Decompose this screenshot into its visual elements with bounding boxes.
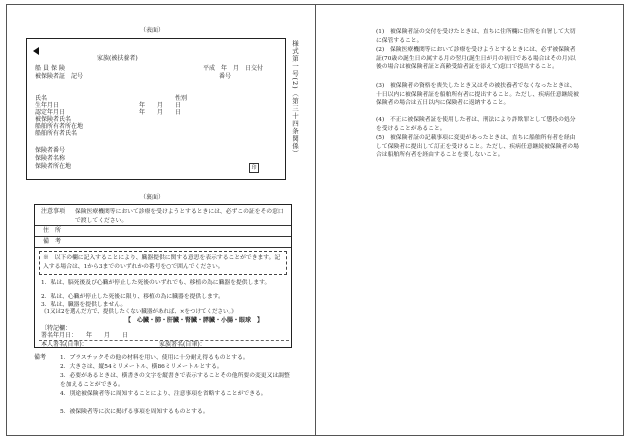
signature-label: 本人署名(自筆)： — [41, 341, 88, 348]
organ-option-3[interactable]: 3．私は、臓器を提供しません。 — [41, 302, 127, 308]
right-item-4: (4) 不正に被保険者証を使用した者は、刑法により詐欺罪として懲役の処分を受けることがあること。 — [376, 117, 576, 132]
right-item-3: (3) 被保険者の資格を喪失したとき又はその被扶養者でなくなったときは、十日以内に被保険者証を船舶所有者に提出すること。ただし、疾病任意継続被保険者の場合は五日以内に保険者に返納すること。 — [376, 83, 579, 107]
note-2: 2．大きさは、縦54ミリメートル、横86ミリメートルとする。 — [60, 364, 223, 370]
remarks-label: 備 考 — [43, 238, 62, 245]
divider — [35, 225, 291, 226]
special-note-label: 〔特記欄： — [41, 325, 72, 332]
front-section-label: （表面） — [140, 27, 165, 34]
divider — [35, 247, 291, 248]
field-name: 氏名 — [35, 95, 48, 102]
issue-date-label: 平成 年 月 日交付 — [203, 65, 264, 72]
front-card — [26, 38, 286, 180]
right-item-2: (2) 保険医療機関等において診療を受けようとするときには、必ず被保険者証(70歳の誕生日の属する月の翌月(誕生日が月の初日である場合はその月)以後の場合は被保険者証と高齢受給者証を添えて)窓口で提出すること。 — [376, 47, 576, 71]
field-birthdate: 生年月日 — [35, 102, 60, 109]
signature-date-label: 署名年月日： 年 月 日 — [41, 332, 129, 339]
organ-exclusion-note: 《1又は2を選んだ方で、提供したくない臓器があれば、×をつけてください。》 — [41, 309, 237, 315]
insurer-address: 保険者所在地 — [35, 163, 72, 170]
divider — [35, 236, 291, 237]
insurance-label: 船員保険 — [35, 65, 68, 72]
notice-label: 注意事項 — [41, 208, 66, 215]
triangle-marker-icon — [33, 47, 39, 55]
field-insured-name: 被保険者氏名 — [35, 116, 72, 123]
number-label: 番号 — [219, 73, 232, 80]
note-5: 5．被保険者等に次に掲げる事項を周知するものとする。 — [60, 409, 209, 415]
organ-option-2[interactable]: 2．私は、心臓が停止した死後に限り、移植の為に臓器を提供します。 — [41, 294, 224, 300]
back-section-label: （裏面） — [140, 194, 165, 201]
card-title: 家族(被扶養者) — [97, 55, 138, 62]
back-card — [34, 204, 292, 348]
note-4: 4．別途被保険者等に周知することにより、注意事項を省略することができる。 — [60, 391, 267, 397]
organ-notice-text: ※ 以下の欄に記入することにより、臓器提供に関する意思を表示することができます。記入する場合は、1から3までのいずれかの番号を○で囲んでください。 — [43, 255, 281, 270]
field-shipowner-address: 船舶所有者所在地 — [35, 123, 84, 130]
notice-text: 保険医療機関等において診療を受けようとするときには、必ずこの証をその窓口で渡してください。 — [75, 209, 284, 224]
page-divider — [315, 4, 316, 436]
recognition-ymd: 年 月 日 — [139, 109, 182, 116]
insurer-number: 保険者番号 — [35, 147, 66, 154]
note-3: 3．必要があるときは、横書きの文字を縦書きで表示することその他所要の変更又は調整を加えることができる。 — [60, 373, 290, 388]
note-1: 1．プラスチックその他の材料を用い、使用に十分耐え得るものとする。 — [60, 355, 249, 361]
birthdate-ymd: 年 月 日 — [139, 102, 182, 109]
sex-label: 性別 — [175, 95, 188, 102]
form-side-label: 様式第一号(2)（第三十四条関係） — [291, 40, 299, 158]
right-item-1: (1) 被保険者証の交付を受けたときは、直ちに住所欄に住所を自署して大切に保管すること。 — [376, 29, 576, 44]
family-signature-label: 家族署名(自筆)： — [159, 341, 206, 348]
address-label: 住 所 — [43, 227, 62, 234]
insurer-name: 保険者名称 — [35, 155, 66, 162]
field-shipowner-name: 船舶所有者氏名 — [35, 130, 78, 137]
field-recognition-date: 認定年月日 — [35, 109, 66, 116]
organ-option-1[interactable]: 1．私は、脳死後及び心臓が停止した死後のいずれでも、移植の為に臓器を提供します。 — [41, 280, 271, 286]
organ-notice-box — [39, 251, 287, 275]
card-symbol-label: 被保険者証 記号 — [35, 73, 84, 80]
right-item-5: (5) 被保険者証の記載事項に変更があったときは、直ちに船舶所有者を経由して保険者に提出して訂正を受けること。ただし、疾病任意継続被保険者の場合は船舶所有者を経由することを要しないこと。 — [376, 135, 579, 159]
notes-label: 備考 — [34, 354, 47, 361]
organ-list[interactable]: 【 心臓・肺・肝臓・腎臓・膵臓・小腸・眼球 】 — [125, 317, 264, 324]
seal-box: 印 — [249, 163, 259, 173]
